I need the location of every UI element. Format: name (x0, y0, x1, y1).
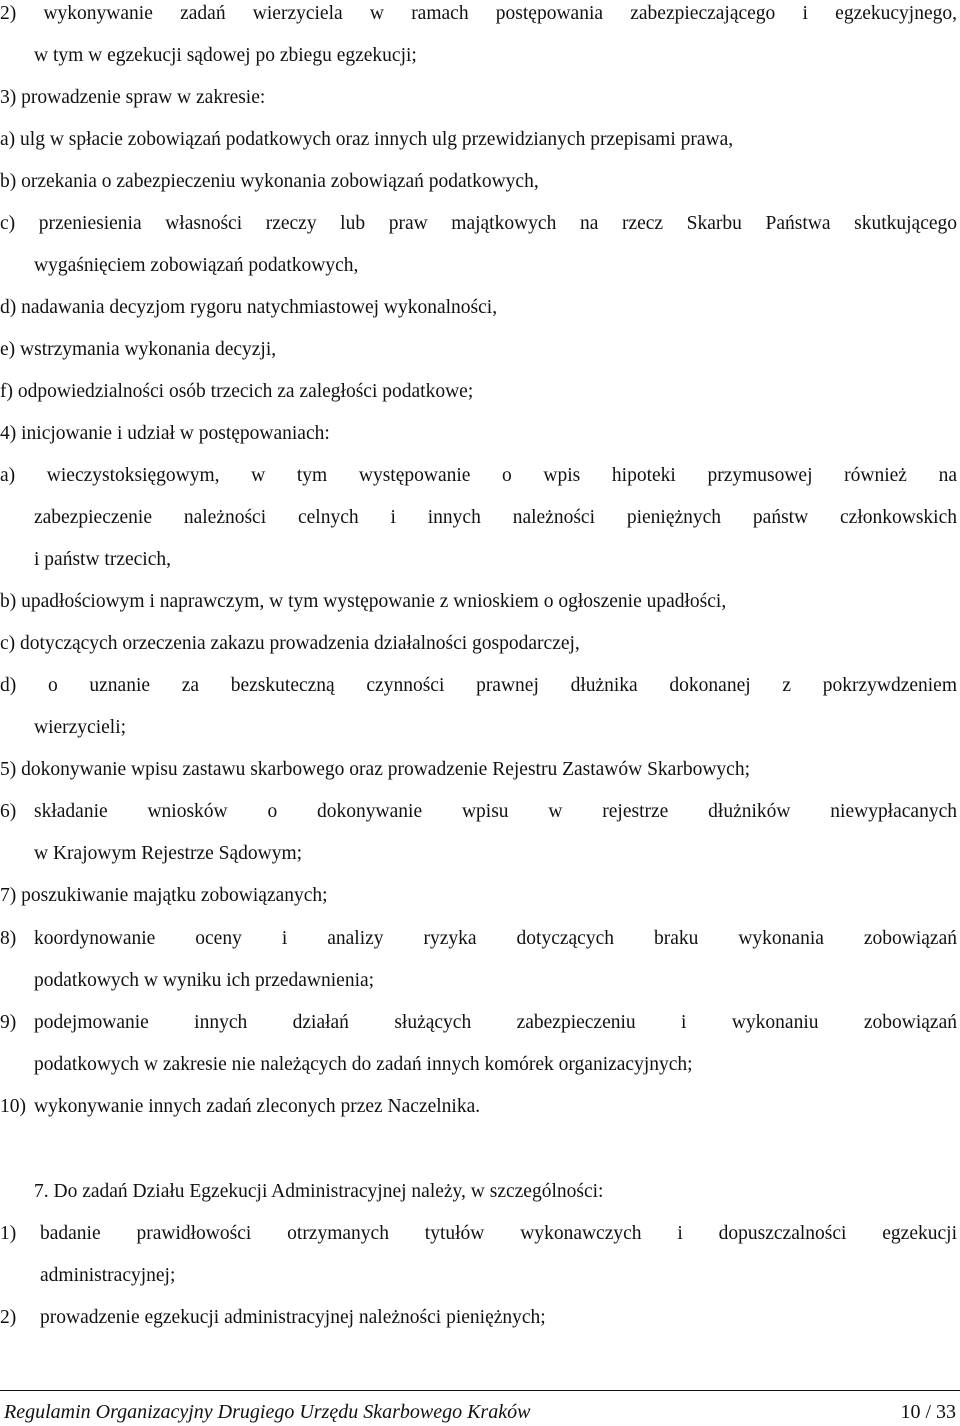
list-item-6-line-2: w Krajowym Rejestrze Sądowym; (34, 843, 303, 864)
sub-item-4d-line-2: wierzycieli; (34, 717, 127, 738)
footer-divider (0, 1390, 960, 1391)
sub-item-3f: f) odpowiedzialności osób trzecich za zaległości podatkowe; (0, 381, 474, 402)
section-7-heading: 7. Do zadań Działu Egzekucji Administracyjnej należy, w szczególności: (34, 1181, 604, 1202)
sub-item-3b: b) orzekania o zabezpieczeniu wykonania zobowiązań podatkowych, (0, 171, 539, 192)
section-7-item-2: prowadzenie egzekucji administracyjnej należności pieniężnych; (40, 1307, 546, 1328)
list-item-3: 3) prowadzenie spraw w zakresie: (0, 87, 266, 108)
footer-page-number: 10 / 33 (900, 1401, 956, 1423)
list-item-2-line-1: 2) wykonywanie zadań wierzyciela w ramach postępowania zabezpieczającego i egzekucyjnego, (0, 3, 957, 24)
section-7-item-1-line-2: administracyjnej; (40, 1265, 176, 1286)
list-item-4: 4) inicjowanie i udział w postępowaniach: (0, 423, 330, 444)
footer-document-title: Regulamin Organizacyjny Drugiego Urzędu Skarbowego Kraków (4, 1401, 531, 1423)
list-number-8: 8) (0, 928, 17, 949)
sub-item-4a-line-1: a) wieczystoksięgowym, w tym występowanie o wpis hipoteki przymusowej również na (0, 465, 957, 486)
sub-item-4d-line-1: d) o uznanie za bezskuteczną czynności prawnej dłużnika dokonanej z pokrzywdzeniem (0, 675, 957, 696)
sub-item-3e: e) wstrzymania wykonania decyzji, (0, 339, 277, 360)
sub-item-3c-line-1: c) przeniesienia własności rzeczy lub praw majątkowych na rzecz Skarbu Państwa skutkującego (0, 213, 957, 234)
sub-item-3c-line-2: wygaśnięciem zobowiązań podatkowych, (34, 255, 359, 276)
sub-item-4a-line-2: zabezpieczenie należności celnych i innych należności pieniężnych państw członkowskich (34, 507, 957, 528)
list-item-8-line-1: koordynowanie oceny i analizy ryzyka dotyczących braku wykonania zobowiązań (34, 928, 957, 949)
list-item-7: 7) poszukiwanie majątku zobowiązanych; (0, 885, 328, 906)
sub-item-4a-line-3: i państw trzecich, (34, 549, 171, 570)
list-item-6-line-1: składanie wniosków o dokonywanie wpisu w rejestrze dłużników niewypłacanych (34, 801, 957, 822)
sub-item-3d: d) nadawania decyzjom rygoru natychmiastowej wykonalności, (0, 297, 498, 318)
sub-item-4c: c) dotyczących orzeczenia zakazu prowadzenia działalności gospodarczej, (0, 633, 580, 654)
section-7-item-1-line-1: badanie prawidłowości otrzymanych tytułów wykonawczych i dopuszczalności egzekucji (40, 1223, 957, 1244)
list-number-1: 1) (0, 1223, 17, 1244)
list-item-9-line-2: podatkowych w zakresie nie należących do zadań innych komórek organizacyjnych; (34, 1054, 693, 1075)
list-item-5: 5) dokonywanie wpisu zastawu skarbowego oraz prowadzenie Rejestru Zastawów Skarbowych; (0, 759, 750, 780)
list-number-6: 6) (0, 801, 17, 822)
sub-item-4b: b) upadłościowym i naprawczym, w tym występowanie z wnioskiem o ogłoszenie upadłości, (0, 591, 727, 612)
list-item-8-line-2: podatkowych w wyniku ich przedawnienia; (34, 970, 375, 991)
list-item-9-line-1: podejmowanie innych działań służących zabezpieczeniu i wykonaniu zobowiązań (34, 1012, 957, 1033)
list-number-2: 2) (0, 1307, 17, 1328)
list-number-9: 9) (0, 1012, 17, 1033)
list-number-10: 10) (0, 1096, 26, 1117)
list-item-2-line-2: w tym w egzekucji sądowej po zbiegu egzekucji; (34, 45, 417, 66)
sub-item-3a: a) ulg w spłacie zobowiązań podatkowych oraz innych ulg przewidzianych przepisami prawa, (0, 129, 734, 150)
list-item-10: wykonywanie innych zadań zleconych przez Naczelnika. (34, 1096, 481, 1117)
